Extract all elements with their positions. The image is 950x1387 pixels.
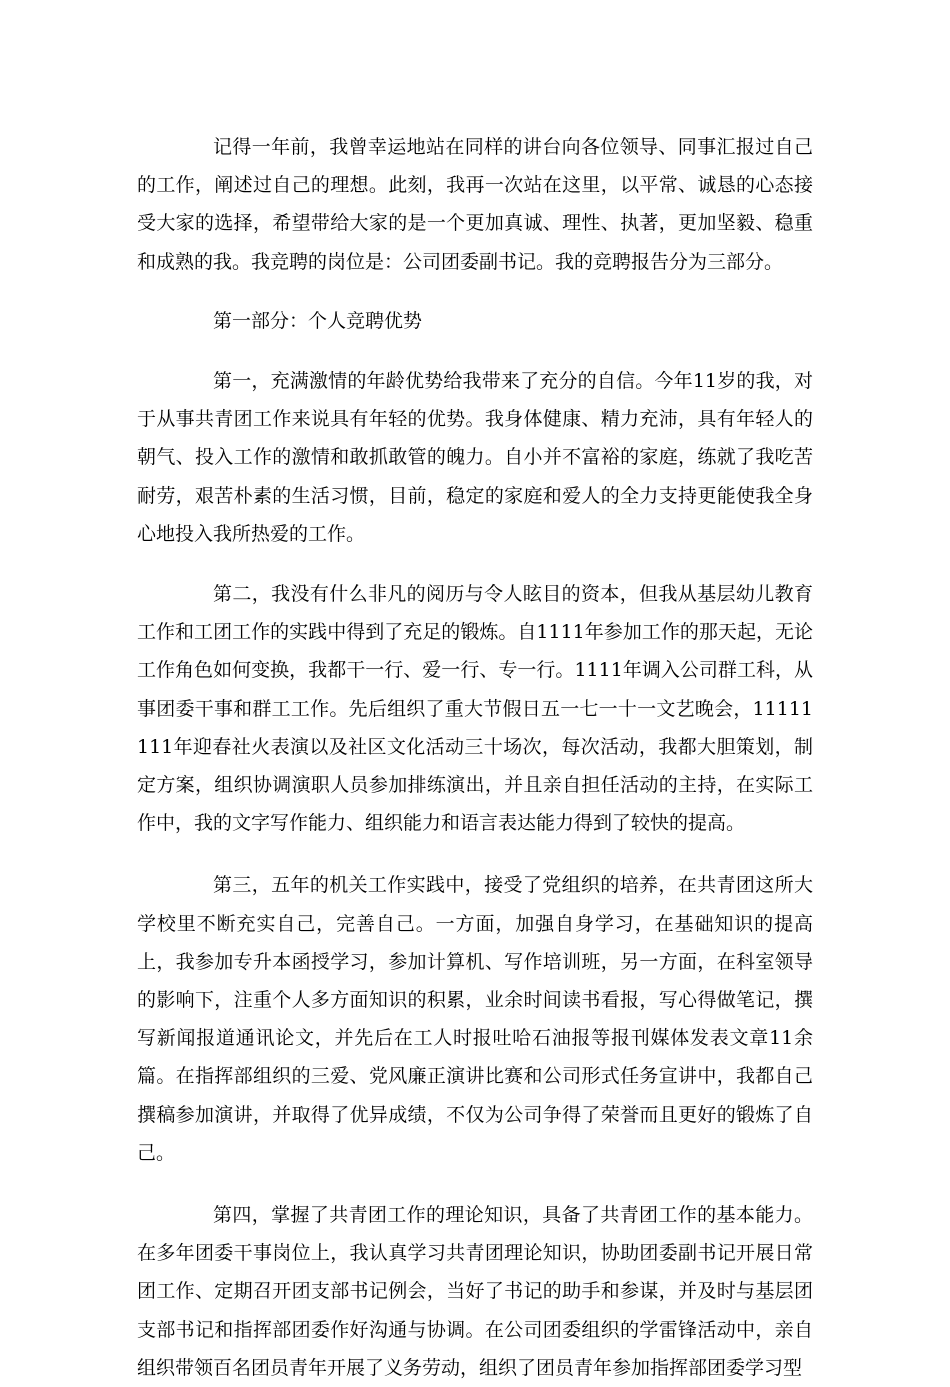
paragraph-first-advantage: 第一，充满激情的年龄优势给我带来了充分的自信。今年11岁的我，对于从事共青团工作来说具有年轻的优势。我身体健康、精力充沛，具有年轻人的朝气、投入工作的激情和敢抓敢管的魄力。自小并不富裕的家庭，练就了我吃苦耐劳，艰苦朴素的生活习惯，目前，稳定的家庭和爱人的全力支持更能使我全身心地投入我所热爱的工作。 (137, 370, 813, 545)
paragraph-second-advantage: 第二，我没有什么非凡的阅历与令人眩目的资本，但我从基层幼儿教育工作和工团工作的实践中得到了充足的锻炼。自1111年参加工作的那天起，无论工作角色如何变换，我都干一行、爱一行、专一行。1111年调入公司群工科，从事团委干事和群工工作。先后组织了重大节假日五一七一十一文艺晚会，11111111年迎春社火表演以及社区文化活动三十场次，每次活动，我都大胆策划，制定方案，组织协调演职人员参加排练演出，并且亲自担任活动的主持，在实际工作中，我的文字写作能力、组织能力和语言表达能力得到了较快的提高。 (137, 583, 813, 835)
paragraph-fourth-advantage: 第四，掌握了共青团工作的理论知识，具备了共青团工作的基本能力。在多年团委干事岗位上，我认真学习共青团理论知识，协助团委副书记开展日常团工作、定期召开团支部书记例会，当好了书记的助手和参谋，并及时与基层团支部书记和指挥部团委作好沟通与协调。在公司团委组织的学雷锋活动中，亲自组织带领百名团员青年开展了义务劳动，组织了团员青年参加指挥部团委学习型 (137, 1204, 813, 1379)
document-page (137, 128, 813, 1387)
section-heading: 第一部分：个人竞聘优势 (213, 309, 423, 332)
paragraph-third-advantage: 第三，五年的机关工作实践中，接受了党组织的培养，在共青团这所大学校里不断充实自己，完善自己。一方面，加强自身学习，在基础知识的提高上，我参加专升本函授学习，参加计算机、写作培训班，另一方面，在科室领导的影响下，注重个人多方面知识的积累，业余时间读书看报，写心得做笔记，撰写新闻报道通讯论文，并先后在工人时报吐哈石油报等报刊媒体发表文章11余篇。在指挥部组织的三爱、党风廉正演讲比赛和公司形式任务宣讲中，我都自己撰稿参加演讲，并取得了优异成绩，不仅为公司争得了荣誉而且更好的锻炼了自己。 (137, 874, 813, 1164)
intro-paragraph: 记得一年前，我曾幸运地站在同样的讲台向各位领导、同事汇报过自己的工作，阐述过自己的理想。此刻，我再一次站在这里，以平常、诚恳的心态接受大家的选择，希望带给大家的是一个更加真诚、理性、执著，更加坚毅、稳重和成熟的我。我竞聘的岗位是：公司团委副书记。我的竞聘报告分为三部分。 (137, 136, 813, 273)
